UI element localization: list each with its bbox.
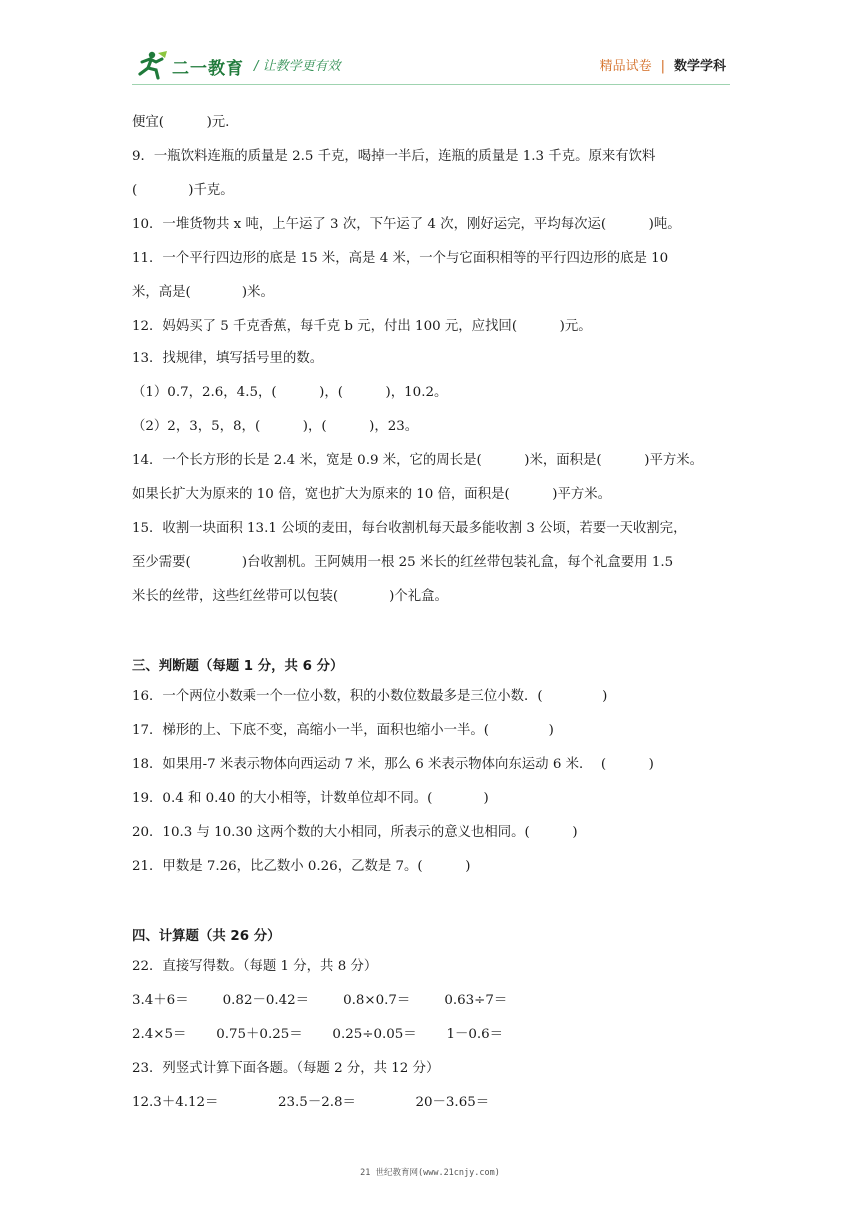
question-line: 如果长扩大为原来的 10 倍，宽也扩大为原来的 10 倍，面积是( )平方米。 <box>132 487 612 502</box>
header-separator: | <box>660 59 665 74</box>
question-line: 12.3＋4.12＝ 23.5－2.8＝ 20－3.65＝ <box>132 1095 490 1110</box>
section-heading: 三、判断题（每题 1 分，共 6 分） <box>132 659 344 674</box>
slogan: / 让教学更有效 <box>254 59 341 74</box>
question-line: ( )千克。 <box>132 183 234 198</box>
footer: 21 世纪教育网(www.21cnjy.com) <box>360 1168 500 1178</box>
question-line: 米，高是( )米。 <box>132 285 274 300</box>
logo-text: 二一教育 <box>172 59 244 79</box>
question-line: 18．如果用-7 米表示物体向西运动 7 米，那么 6 米表示物体向东运动 6 米． ( ) <box>132 757 654 772</box>
question-line: 21．甲数是 7.26，比乙数小 0.26，乙数是 7。( ) <box>132 859 471 874</box>
question-line: 15．收割一块面积 13.1 公顷的麦田，每台收割机每天最多能收割 3 公顷，若要一天收割完， <box>132 521 687 536</box>
question-line: 至少需要( )台收割机。王阿姨用一根 25 米长的红丝带包装礼盒，每个礼盒要用 1.5 <box>132 555 674 570</box>
question-line: 17．梯形的上、下底不变，高缩小一半，面积也缩小一半。( ) <box>132 723 554 738</box>
header-divider <box>132 84 730 85</box>
question-line: 便宜( )元. <box>132 115 230 130</box>
question-line: 9．一瓶饮料连瓶的质量是 2.5 千克，喝掉一半后，连瓶的质量是 1.3 千克。原来有饮料 <box>132 149 656 164</box>
question-line: 14．一个长方形的长是 2.4 米，宽是 0.9 米，它的周长是( )米，面积是( )平方米。 <box>132 453 704 468</box>
section-heading: 四、计算题（共 26 分） <box>132 929 281 944</box>
question-line: 2.4×5＝ 0.75＋0.25＝ 0.25÷0.05＝ 1－0.6＝ <box>132 1027 504 1042</box>
question-line: 16．一个两位小数乘一个一位小数，积的小数位数最多是三位小数．( ) <box>132 689 608 704</box>
question-line: 米长的丝带，这些红丝带可以包装( )个礼盒。 <box>132 589 448 604</box>
question-line: 10．一堆货物共 x 吨，上午运了 3 次，下午运了 4 次，刚好运完，平均每次运( )吨。 <box>132 217 681 232</box>
question-line: 3.4＋6＝ 0.82－0.42＝ 0.8×0.7＝ 0.63÷7＝ <box>132 993 508 1008</box>
header-subject: 数学学科 <box>673 59 726 74</box>
question-line: （1）0.7，2.6，4.5，( )，( )，10.2。 <box>132 385 448 400</box>
question-line: 23．列竖式计算下面各题。（每题 2 分，共 12 分） <box>132 1061 440 1076</box>
question-line: 12．妈妈买了 5 千克香蕉，每千克 b 元，付出 100 元，应找回( )元。 <box>132 319 592 334</box>
question-line: 20．10.3 与 10.30 这两个数的大小相同，所表示的意义也相同。( ) <box>132 825 578 840</box>
question-line: 19．0.4 和 0.40 的大小相等，计数单位却不同。( ) <box>132 791 489 806</box>
question-line: 22．直接写得数。（每题 1 分，共 8 分） <box>132 959 378 974</box>
logo <box>136 50 246 80</box>
question-line: （2）2，3，5，8，( )，( )，23。 <box>132 419 419 434</box>
page-header <box>0 0 860 92</box>
runner-logo-icon <box>136 50 170 80</box>
header-right <box>600 55 726 74</box>
header-label: 精品试卷 <box>599 59 652 74</box>
question-line: 11．一个平行四边形的底是 15 米，高是 4 米，一个与它面积相等的平行四边形的底是 10 <box>132 251 669 266</box>
question-line: 13．找规律，填写括号里的数。 <box>132 351 324 366</box>
